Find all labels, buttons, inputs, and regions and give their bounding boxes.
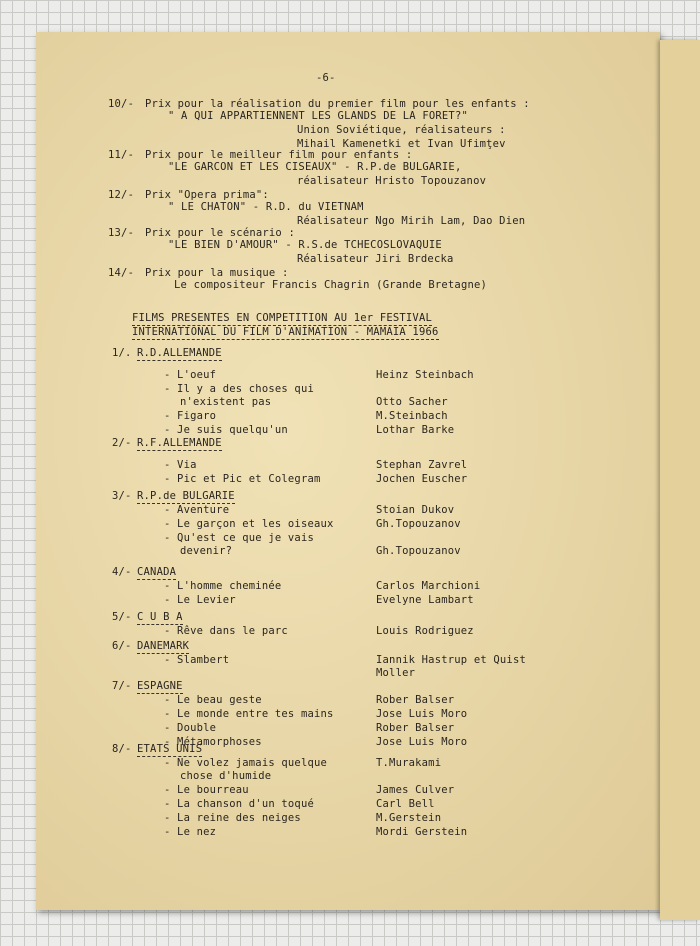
film-title: - Le nez bbox=[164, 826, 217, 838]
film-title: - La reine des neiges bbox=[164, 812, 301, 824]
country-number: 8/- bbox=[112, 743, 132, 755]
film-title: - L'oeuf bbox=[164, 369, 217, 381]
award-label: Prix pour le scénario : bbox=[145, 227, 295, 239]
award-label: Prix pour le meilleur film pour enfants : bbox=[145, 149, 413, 161]
film-author: M.Gerstein bbox=[376, 812, 442, 824]
award-number: 10/- bbox=[108, 98, 135, 110]
film-title: devenir? bbox=[180, 545, 233, 557]
country-name: R.P.de BULGARIE bbox=[137, 490, 235, 502]
country-name: ETATS UNIS bbox=[137, 743, 203, 755]
film-title: - Via bbox=[164, 459, 197, 471]
film-author: Lothar Barke bbox=[376, 424, 455, 436]
country-name: DANEMARK bbox=[137, 640, 190, 652]
country-number: 7/- bbox=[112, 680, 132, 692]
film-author: Heinz Steinbach bbox=[376, 369, 474, 381]
film-title: - Il y a des choses qui bbox=[164, 383, 314, 395]
film-title: chose d'humide bbox=[180, 770, 272, 782]
award-detail-line: Union Soviétique, réalisateurs : bbox=[297, 124, 506, 136]
film-author: Stoian Dukov bbox=[376, 504, 455, 516]
country-name: ESPAGNE bbox=[137, 680, 183, 692]
film-title: - Le garçon et les oiseaux bbox=[164, 518, 334, 530]
film-author: T.Murakami bbox=[376, 757, 442, 769]
award-detail-line: Réalisateur Ngo Mirih Lam, Dao Dien bbox=[297, 215, 526, 227]
page-number: -6- bbox=[316, 72, 336, 84]
film-author: Jose Luis Moro bbox=[376, 736, 468, 748]
film-author: Iannik Hastrup et Quist bbox=[376, 654, 526, 666]
film-title: - Ne volez jamais quelque bbox=[164, 757, 328, 769]
country-number: 2/- bbox=[112, 437, 132, 449]
film-title: - Je suis quelqu'un bbox=[164, 424, 288, 436]
award-number: 14/- bbox=[108, 267, 135, 279]
film-title: - La chanson d'un toqué bbox=[164, 798, 314, 810]
award-label: Prix pour la réalisation du premier film pour les enfants : bbox=[145, 98, 530, 110]
country-name: R.D.ALLEMANDE bbox=[137, 347, 222, 359]
country-number: 3/- bbox=[112, 490, 132, 502]
award-detail-line: " LE CHATON" - R.D. du VIETNAM bbox=[168, 201, 364, 213]
film-author: Jochen Euscher bbox=[376, 473, 468, 485]
country-name: C U B A bbox=[137, 611, 183, 623]
award-detail-line: Réalisateur Jiri Brdecka bbox=[297, 253, 454, 265]
film-author: Carlos Marchioni bbox=[376, 580, 481, 592]
film-title: - Figaro bbox=[164, 410, 217, 422]
award-number: 11/- bbox=[108, 149, 135, 161]
award-number: 13/- bbox=[108, 227, 135, 239]
film-author: Louis Rodriguez bbox=[376, 625, 474, 637]
film-author: Carl Bell bbox=[376, 798, 435, 810]
award-label: Prix "Opera prima": bbox=[145, 189, 269, 201]
film-author: Otto Sacher bbox=[376, 396, 448, 408]
award-number: 12/- bbox=[108, 189, 135, 201]
film-title: - L'homme cheminée bbox=[164, 580, 282, 592]
award-label: Prix pour la musique : bbox=[145, 267, 289, 279]
film-author: Evelyne Lambart bbox=[376, 594, 474, 606]
film-title: - Le monde entre tes mains bbox=[164, 708, 334, 720]
film-author: Gh.Topouzanov bbox=[376, 518, 461, 530]
adjacent-page-edge bbox=[660, 40, 700, 920]
award-detail-line: réalisateur Hristo Topouzanov bbox=[297, 175, 487, 187]
film-title: - Qu'est ce que je vais bbox=[164, 532, 314, 544]
film-author: James Culver bbox=[376, 784, 455, 796]
film-author: Moller bbox=[376, 667, 416, 679]
film-title: - Le beau geste bbox=[164, 694, 262, 706]
film-author: Mordi Gerstein bbox=[376, 826, 468, 838]
film-title: - Double bbox=[164, 722, 217, 734]
film-title: - Slambert bbox=[164, 654, 230, 666]
film-title: - Rêve dans le parc bbox=[164, 625, 288, 637]
section-heading: FILMS PRESENTES EN COMPETITION AU 1er FESTIVAL bbox=[132, 312, 432, 324]
award-detail-line: "LE BIEN D'AMOUR" - R.S.de TCHECOSLOVAQUIE bbox=[168, 239, 442, 251]
country-number: 6/- bbox=[112, 640, 132, 652]
country-name: R.F.ALLEMANDE bbox=[137, 437, 222, 449]
award-detail-line: " A QUI APPARTIENNENT LES GLANDS DE LA FORET?" bbox=[168, 110, 468, 122]
film-author: Stephan Zavrel bbox=[376, 459, 468, 471]
film-title: - Aventure bbox=[164, 504, 230, 516]
film-title: - Le Levier bbox=[164, 594, 236, 606]
country-name: CANADA bbox=[137, 566, 177, 578]
film-author: Jose Luis Moro bbox=[376, 708, 468, 720]
country-number: 1/. bbox=[112, 347, 132, 359]
film-title: - Métamorphoses bbox=[164, 736, 262, 748]
film-title: - Le bourreau bbox=[164, 784, 249, 796]
film-author: Rober Balser bbox=[376, 722, 455, 734]
award-detail-line: Mihail Kamenetki et Ivan Ufimţev bbox=[297, 138, 506, 150]
country-number: 5/- bbox=[112, 611, 132, 623]
section-heading: INTERNATIONAL DU FILM D'ANIMATION - MAMAIA 1966 bbox=[132, 326, 439, 338]
film-author: Gh.Topouzanov bbox=[376, 545, 461, 557]
award-detail-line: Le compositeur Francis Chagrin (Grande Bretagne) bbox=[174, 279, 488, 291]
film-author: M.Steinbach bbox=[376, 410, 448, 422]
award-detail-line: "LE GARCON ET LES CISEAUX" - R.P.de BULGARIE, bbox=[168, 161, 462, 173]
country-number: 4/- bbox=[112, 566, 132, 578]
film-title: n'existent pas bbox=[180, 396, 272, 408]
film-author: Rober Balser bbox=[376, 694, 455, 706]
film-title: - Pic et Pic et Colegram bbox=[164, 473, 321, 485]
